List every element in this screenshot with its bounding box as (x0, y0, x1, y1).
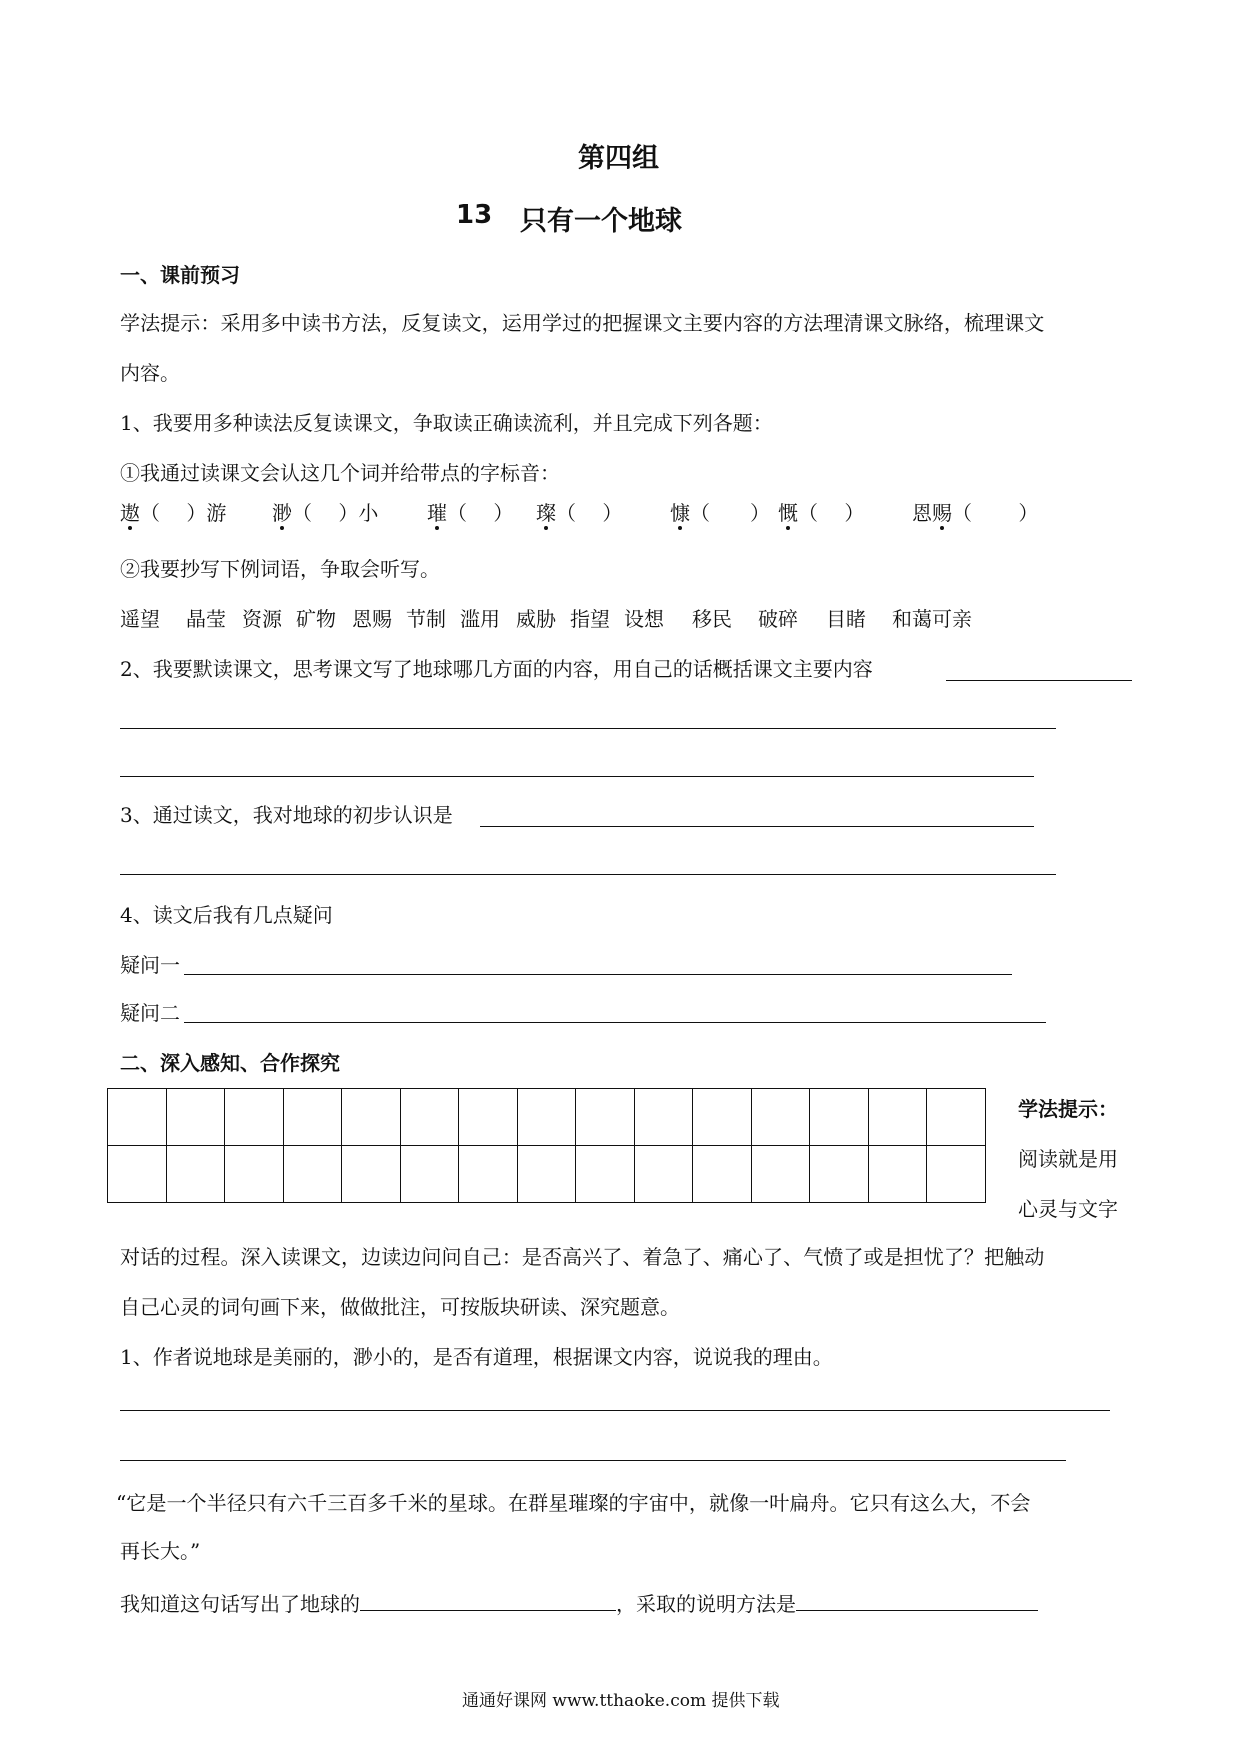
section2-para-line1: 对话的过程。深入读课文，边读边问问自己：是否高兴了、着急了、痛心了、气愤了或是担忧了？把触动 (120, 1245, 1045, 1269)
pinyin-blank: （ ）小 (292, 501, 379, 525)
grid-row (108, 1089, 986, 1146)
grid-cell[interactable] (166, 1089, 225, 1146)
question-4: 4、读文后我有几点疑问 (120, 903, 333, 927)
pinyin-item (536, 500, 622, 526)
know-prefix: 我知道这句话写出了地球的 (120, 1592, 360, 1616)
side-tip-line1: 阅读就是用 (1018, 1147, 1118, 1171)
dotted-char: 赐 (932, 501, 952, 525)
pinyin-item (272, 500, 378, 526)
grid-cell[interactable] (634, 1089, 693, 1146)
side-tip-line2: 心灵与文字 (1018, 1197, 1118, 1221)
grid-cell[interactable] (342, 1089, 401, 1146)
know-middle: ，采取的说明方法是 (616, 1592, 796, 1616)
word: 和蔼可亲 (892, 607, 972, 631)
word: 移民 (692, 607, 732, 631)
grid-cell[interactable] (576, 1089, 635, 1146)
grid-cell[interactable] (166, 1146, 225, 1203)
dotted-char: 璀 (427, 501, 447, 525)
footer-text: 通通好课网 www.tthaoke.com 提供下载 (462, 1691, 780, 1711)
pinyin-item (912, 500, 1038, 526)
answer-line[interactable] (120, 1410, 1110, 1411)
pinyin-item (120, 500, 226, 526)
question-3: 3、通过读文，我对地球的初步认识是 (120, 803, 453, 827)
section1-tip-line2: 内容。 (120, 361, 180, 385)
word: 指望 (570, 607, 610, 631)
question-1b: ②我要抄写下例词语，争取会听写。 (120, 557, 440, 581)
word: 设想 (624, 607, 664, 631)
grid-cell[interactable] (342, 1146, 401, 1203)
quote-line2: 再长大。” (120, 1539, 201, 1563)
grid-cell[interactable] (283, 1089, 342, 1146)
section1-title: 一、课前预习 (120, 263, 240, 287)
grid-cell[interactable] (459, 1146, 518, 1203)
grid-cell[interactable] (576, 1146, 635, 1203)
section2-para-line2: 自己心灵的词句画下来，做做批注，可按版块研读、深究题意。 (120, 1295, 680, 1319)
grid-cell[interactable] (693, 1089, 752, 1146)
grid-cell[interactable] (810, 1146, 869, 1203)
pinyin-blank: （ ） (447, 501, 514, 525)
word: 遥望 (120, 607, 160, 631)
grid-cell[interactable] (108, 1146, 167, 1203)
side-tip-title: 学法提示： (1018, 1097, 1118, 1121)
answer-line[interactable] (120, 1460, 1066, 1461)
word: 滥用 (460, 607, 500, 631)
answer-line[interactable] (120, 874, 1056, 875)
dotted-char: 慨 (778, 501, 798, 525)
grid-cell[interactable] (225, 1089, 284, 1146)
question-2: 2、我要默读课文，思考课文写了地球哪几方面的内容，用自己的话概括课文主要内容 (120, 657, 873, 681)
word: 目睹 (826, 607, 866, 631)
lesson-title: 只有一个地球 (520, 206, 682, 237)
answer-blank[interactable] (360, 1588, 616, 1611)
grid-cell[interactable] (517, 1089, 576, 1146)
word: 晶莹 (186, 607, 226, 631)
section1-tip-line1: 学法提示：采用多中读书方法，反复读文，运用学过的把握课文主要内容的方法理清课文脉络，梳理课文 (120, 311, 1045, 335)
grid-cell[interactable] (400, 1089, 459, 1146)
pinyin-blank: （ ） (690, 501, 770, 525)
grid-cell[interactable] (751, 1089, 810, 1146)
pinyin-item (427, 500, 513, 526)
pinyin-blank: （ ）游 (140, 501, 227, 525)
grid-cell[interactable] (108, 1089, 167, 1146)
answer-line[interactable] (120, 776, 1034, 777)
grid-cell[interactable] (868, 1146, 927, 1203)
word: 节制 (406, 607, 446, 631)
pinyin-item (778, 500, 864, 526)
question-1a: ①我通过读课文会认这几个词并给带点的字标音： (120, 461, 560, 485)
grid-cell[interactable] (634, 1146, 693, 1203)
quote-line1: “它是一个半径只有六千三百多千米的星球。在群星璀璨的宇宙中，就像一叶扁舟。它只有这么大，不会 (116, 1491, 1031, 1515)
section2-question-1: 1、作者说地球是美丽的，渺小的，是否有道理，根据课文内容，说说我的理由。 (120, 1345, 833, 1369)
word: 恩赐 (352, 607, 392, 631)
word: 威胁 (516, 607, 556, 631)
answer-line[interactable] (184, 974, 1012, 975)
dotted-char: 璨 (536, 501, 556, 525)
dotted-char: 慷 (670, 501, 690, 525)
grid-cell[interactable] (810, 1089, 869, 1146)
grid-cell[interactable] (283, 1146, 342, 1203)
grid-cell[interactable] (400, 1146, 459, 1203)
pinyin-blank: （ ） (556, 501, 623, 525)
writing-grid (107, 1088, 986, 1203)
question-1: 1、我要用多种读法反复读课文，争取读正确读流利，并且完成下列各题： (120, 411, 773, 435)
section2-title: 二、深入感知、合作探究 (120, 1051, 340, 1075)
know-sentence (120, 1588, 1038, 1617)
answer-line[interactable] (184, 1022, 1046, 1023)
answer-line[interactable] (480, 826, 1034, 827)
grid-cell[interactable] (868, 1089, 927, 1146)
doubt-2-label: 疑问二 (120, 1001, 180, 1025)
answer-line[interactable] (120, 728, 1056, 729)
grid-cell[interactable] (927, 1089, 986, 1146)
group-title: 第四组 (578, 143, 659, 174)
answer-line[interactable] (946, 680, 1132, 681)
dotted-char: 渺 (272, 501, 292, 525)
answer-blank[interactable] (796, 1588, 1038, 1611)
grid-cell[interactable] (751, 1146, 810, 1203)
doubt-1-label: 疑问一 (120, 953, 180, 977)
grid-cell[interactable] (225, 1146, 284, 1203)
dotted-char: 遨 (120, 501, 140, 525)
grid-cell[interactable] (693, 1146, 752, 1203)
grid-row (108, 1146, 986, 1203)
pinyin-blank: （ ） (952, 501, 1039, 525)
word: 资源 (242, 607, 282, 631)
lesson-number: 13 (456, 200, 493, 230)
word: 矿物 (296, 607, 336, 631)
pinyin-item (670, 500, 770, 526)
pinyin-blank: （ ） (798, 501, 865, 525)
grid-cell[interactable] (927, 1146, 986, 1203)
plain-char: 恩 (912, 501, 932, 525)
grid-cell[interactable] (459, 1089, 518, 1146)
grid-cell[interactable] (517, 1146, 576, 1203)
word: 破碎 (758, 607, 798, 631)
